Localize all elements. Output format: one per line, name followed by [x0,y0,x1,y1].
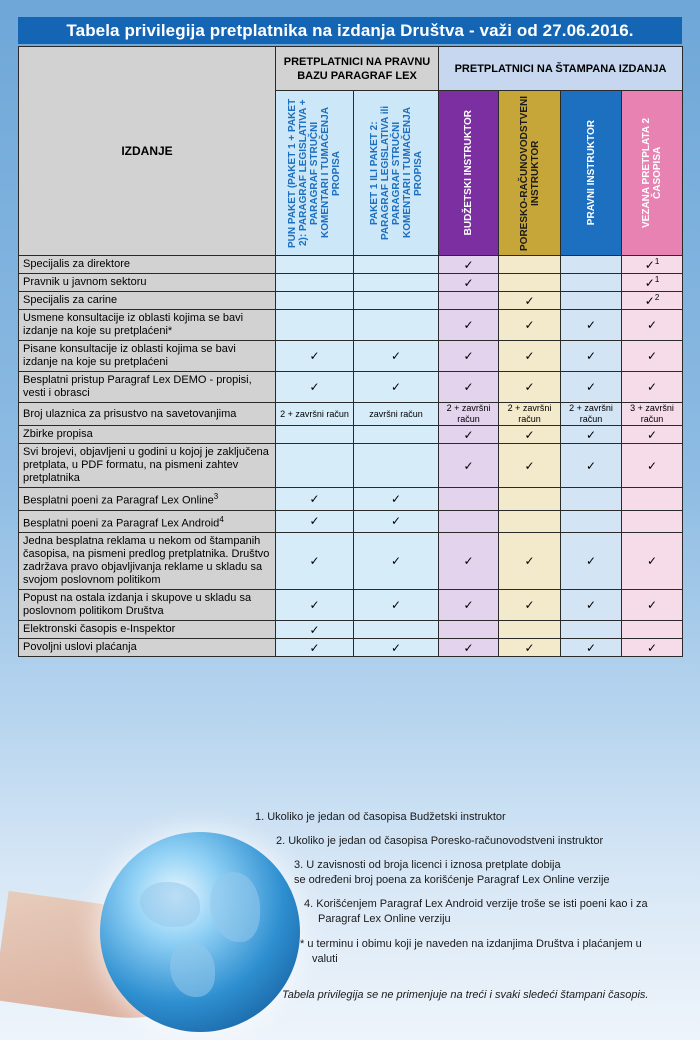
group-header-printed: PRETPLATNICI NA ŠTAMPANA IZDANJA [439,47,683,91]
table-cell [622,510,683,533]
table-row [19,621,683,639]
check-cell: ✓ [354,510,439,533]
table-cell: 2 + završni račun [561,403,622,426]
row-label: Popust na ostala izdanja i skupove u skladu sa poslovnom politikom Društva [19,590,276,621]
column-header-vezana [622,91,683,256]
table-cell [354,621,439,639]
check-cell: ✓ [276,590,354,621]
footnote-4b: Paragraf Lex Online verziju [318,913,451,925]
footnote-star-b: valuti [312,953,338,965]
check-cell: ✓ [354,488,439,511]
check-cell: ✓ [276,372,354,403]
table-cell [622,621,683,639]
row-label: Jedna besplatna reklama u nekom od štampanih časopisa, na pismeni predlog pretplatnika. Društvo zadržava pravo objavljivanja reklame u skladu sa svojom poslovnom politikom [19,533,276,590]
check-cell: ✓ [499,341,561,372]
column-label: PORESKO-RAČUNOVODSTVENI INSTRUKTOR [518,95,541,251]
footnote-3a: 3. U zavisnosti od broja licenci i iznosa pretplate dobija [294,859,561,871]
check-cell: ✓ [622,590,683,621]
table-row [19,533,683,590]
table-cell [354,426,439,444]
table-row [19,403,683,426]
table-cell [354,274,439,292]
check-cell: ✓ [499,444,561,488]
footnote-star-a: * u terminu i obimu koji je naveden na izdanjima Društva i plaćanjem u [300,938,642,950]
table-cell: završni račun [354,403,439,426]
closing-note: Tabela privilegija se ne primenjuje na treći i svaki sledeći štampani časopis. [282,989,649,1001]
check-cell: ✓ [354,372,439,403]
check-cell: ✓ [499,292,561,310]
table-cell [276,274,354,292]
column-label: PAKET 1 ILI PAKET 2: PARAGRAF LEGISLATIVA ili PARAGRAF STRUČNI KOMENTARI I TUMAČENJA PROPISA [368,105,424,241]
check-cell: ✓$^1$ [622,256,683,274]
check-cell: ✓ [499,310,561,341]
column-header-budzetski [439,91,499,256]
table-cell [561,292,622,310]
table-row [19,639,683,657]
check-cell: ✓ [561,533,622,590]
row-label: Zbirke propisa [19,426,276,444]
row-label: Svi brojevi, objavljeni u godini u kojoj je zaključena pretplata, u PDF formatu, na pismeni zahtev pretplatnika [19,444,276,488]
table-cell: 2 + završni račun [499,403,561,426]
page-title: Tabela privilegija pretplatnika na izdanja Društva - važi od 27.06.2016. [18,17,682,44]
check-cell: ✓ [561,444,622,488]
table-cell [561,510,622,533]
row-label: Besplatni poeni za Paragraf Lex Online$^3$ [19,488,276,511]
table-row [19,488,683,511]
row-label: Besplatni pristup Paragraf Lex DEMO - propisi, vesti i obrasci [19,372,276,403]
row-label: Specijalis za carine [19,292,276,310]
check-cell: ✓ [439,372,499,403]
table-cell [561,274,622,292]
table-row [19,341,683,372]
footnote-4a: 4. Korišćenjem Paragraf Lex Android verzije troše se isti poeni kao i za [304,898,648,910]
table-row [19,510,683,533]
column-header-pravni [561,91,622,256]
table-cell [439,621,499,639]
check-cell: ✓ [439,639,499,657]
table-cell [439,510,499,533]
row-label: Besplatni poeni za Paragraf Lex Android$^4$ [19,510,276,533]
table-row [19,590,683,621]
table-cell [276,310,354,341]
table-row [19,274,683,292]
check-cell: ✓ [622,372,683,403]
column-label: VEZANA PRETPLATA 2 ČASOPISA [641,118,664,229]
check-cell: ✓ [439,426,499,444]
footnote-3b: se određeni broj poena za korišćenje Paragraf Lex Online verzije [294,874,610,886]
check-cell: ✓ [354,639,439,657]
row-label: Broj ulaznica za prisustvo na savetovanjima [19,403,276,426]
check-cell: ✓ [354,341,439,372]
table-row [19,444,683,488]
check-cell: ✓ [499,639,561,657]
check-cell: ✓ [499,590,561,621]
check-cell: ✓ [561,426,622,444]
check-cell: ✓ [499,426,561,444]
check-cell: ✓ [439,341,499,372]
check-cell: ✓ [622,310,683,341]
footnote-2: 2. Ukoliko je jedan od časopisa Poresko-računovodstveni instruktor [276,835,604,847]
check-cell: ✓ [622,444,683,488]
row-label: Povoljni uslovi plaćanja [19,639,276,657]
corner-cell [19,47,276,256]
row-label: Specijalis za direktore [19,256,276,274]
group-header-paragraf-lex: PRETPLATNICI NA PRAVNU BAZU PARAGRAF LEX [276,47,439,91]
check-cell: ✓ [276,488,354,511]
table-cell [499,510,561,533]
footnote-1: 1. Ukoliko je jedan od časopisa Budžetski instruktor [255,811,506,823]
check-cell: ✓ [561,310,622,341]
check-cell: ✓ [439,444,499,488]
check-cell: ✓ [439,533,499,590]
table-cell [439,488,499,511]
table-row [19,372,683,403]
check-cell: ✓ [439,590,499,621]
table-cell [499,488,561,511]
check-cell: ✓ [622,341,683,372]
table-cell [499,621,561,639]
check-cell: ✓ [354,590,439,621]
check-cell: ✓ [276,510,354,533]
table-cell: 2 + završni račun [276,403,354,426]
check-cell: ✓ [276,639,354,657]
table-cell [499,274,561,292]
table-cell [439,292,499,310]
check-cell: ✓ [439,310,499,341]
table-row [19,292,683,310]
column-header-pun-paket [276,91,354,256]
column-label: PRAVNI INSTRUKTOR [585,120,597,226]
column-label: BUDŽETSKI INSTRUKTOR [463,110,474,236]
check-cell: ✓ [354,533,439,590]
table-row [19,256,683,274]
table-cell [561,256,622,274]
check-cell: ✓ [499,372,561,403]
table-cell [622,488,683,511]
table-cell [354,256,439,274]
column-header-paket-1-2 [354,91,439,256]
check-cell: ✓ [439,256,499,274]
table-cell [499,256,561,274]
row-label: Pisane konsultacije iz oblasti kojima se bavi izdanje na koje su pretplaćeni [19,341,276,372]
check-cell: ✓ [276,341,354,372]
column-label: PUN PAKET (PAKET 1 + PAKET 2): PARAGRAF LEGISLATIVA + PARAGRAF STRUČNI KOMENTARI I TUMAČENJA PROPISA [287,98,342,248]
column-header-poresko [499,91,561,256]
table-cell [354,292,439,310]
row-label: Elektronski časopis e-Inspektor [19,621,276,639]
table-cell [561,488,622,511]
table-cell: 3 + završni račun [622,403,683,426]
table-cell [276,426,354,444]
check-cell: ✓ [561,341,622,372]
check-cell: ✓ [561,372,622,403]
check-cell: ✓$^2$ [622,292,683,310]
table-cell [354,444,439,488]
check-cell: ✓ [499,533,561,590]
check-cell: ✓ [622,533,683,590]
row-label: Usmene konsultacije iz oblasti kojima se bavi izdanje na koje su pretplaćeni* [19,310,276,341]
check-cell: ✓ [561,639,622,657]
globe-illustration [100,832,300,1032]
table-cell [276,444,354,488]
table-cell: 2 + završni račun [439,403,499,426]
check-cell: ✓ [622,426,683,444]
check-cell: ✓ [439,274,499,292]
check-cell: ✓ [561,590,622,621]
table-row [19,426,683,444]
table-cell [276,256,354,274]
table-cell [354,310,439,341]
table-row [19,310,683,341]
check-cell: ✓$^1$ [622,274,683,292]
check-cell: ✓ [276,533,354,590]
table-cell [276,292,354,310]
row-label: Pravnik u javnom sektoru [19,274,276,292]
check-cell: ✓ [622,639,683,657]
table-cell [561,621,622,639]
corner-label: IZDANJE [121,144,173,158]
privileges-table [18,46,683,657]
check-cell: ✓ [276,621,354,639]
